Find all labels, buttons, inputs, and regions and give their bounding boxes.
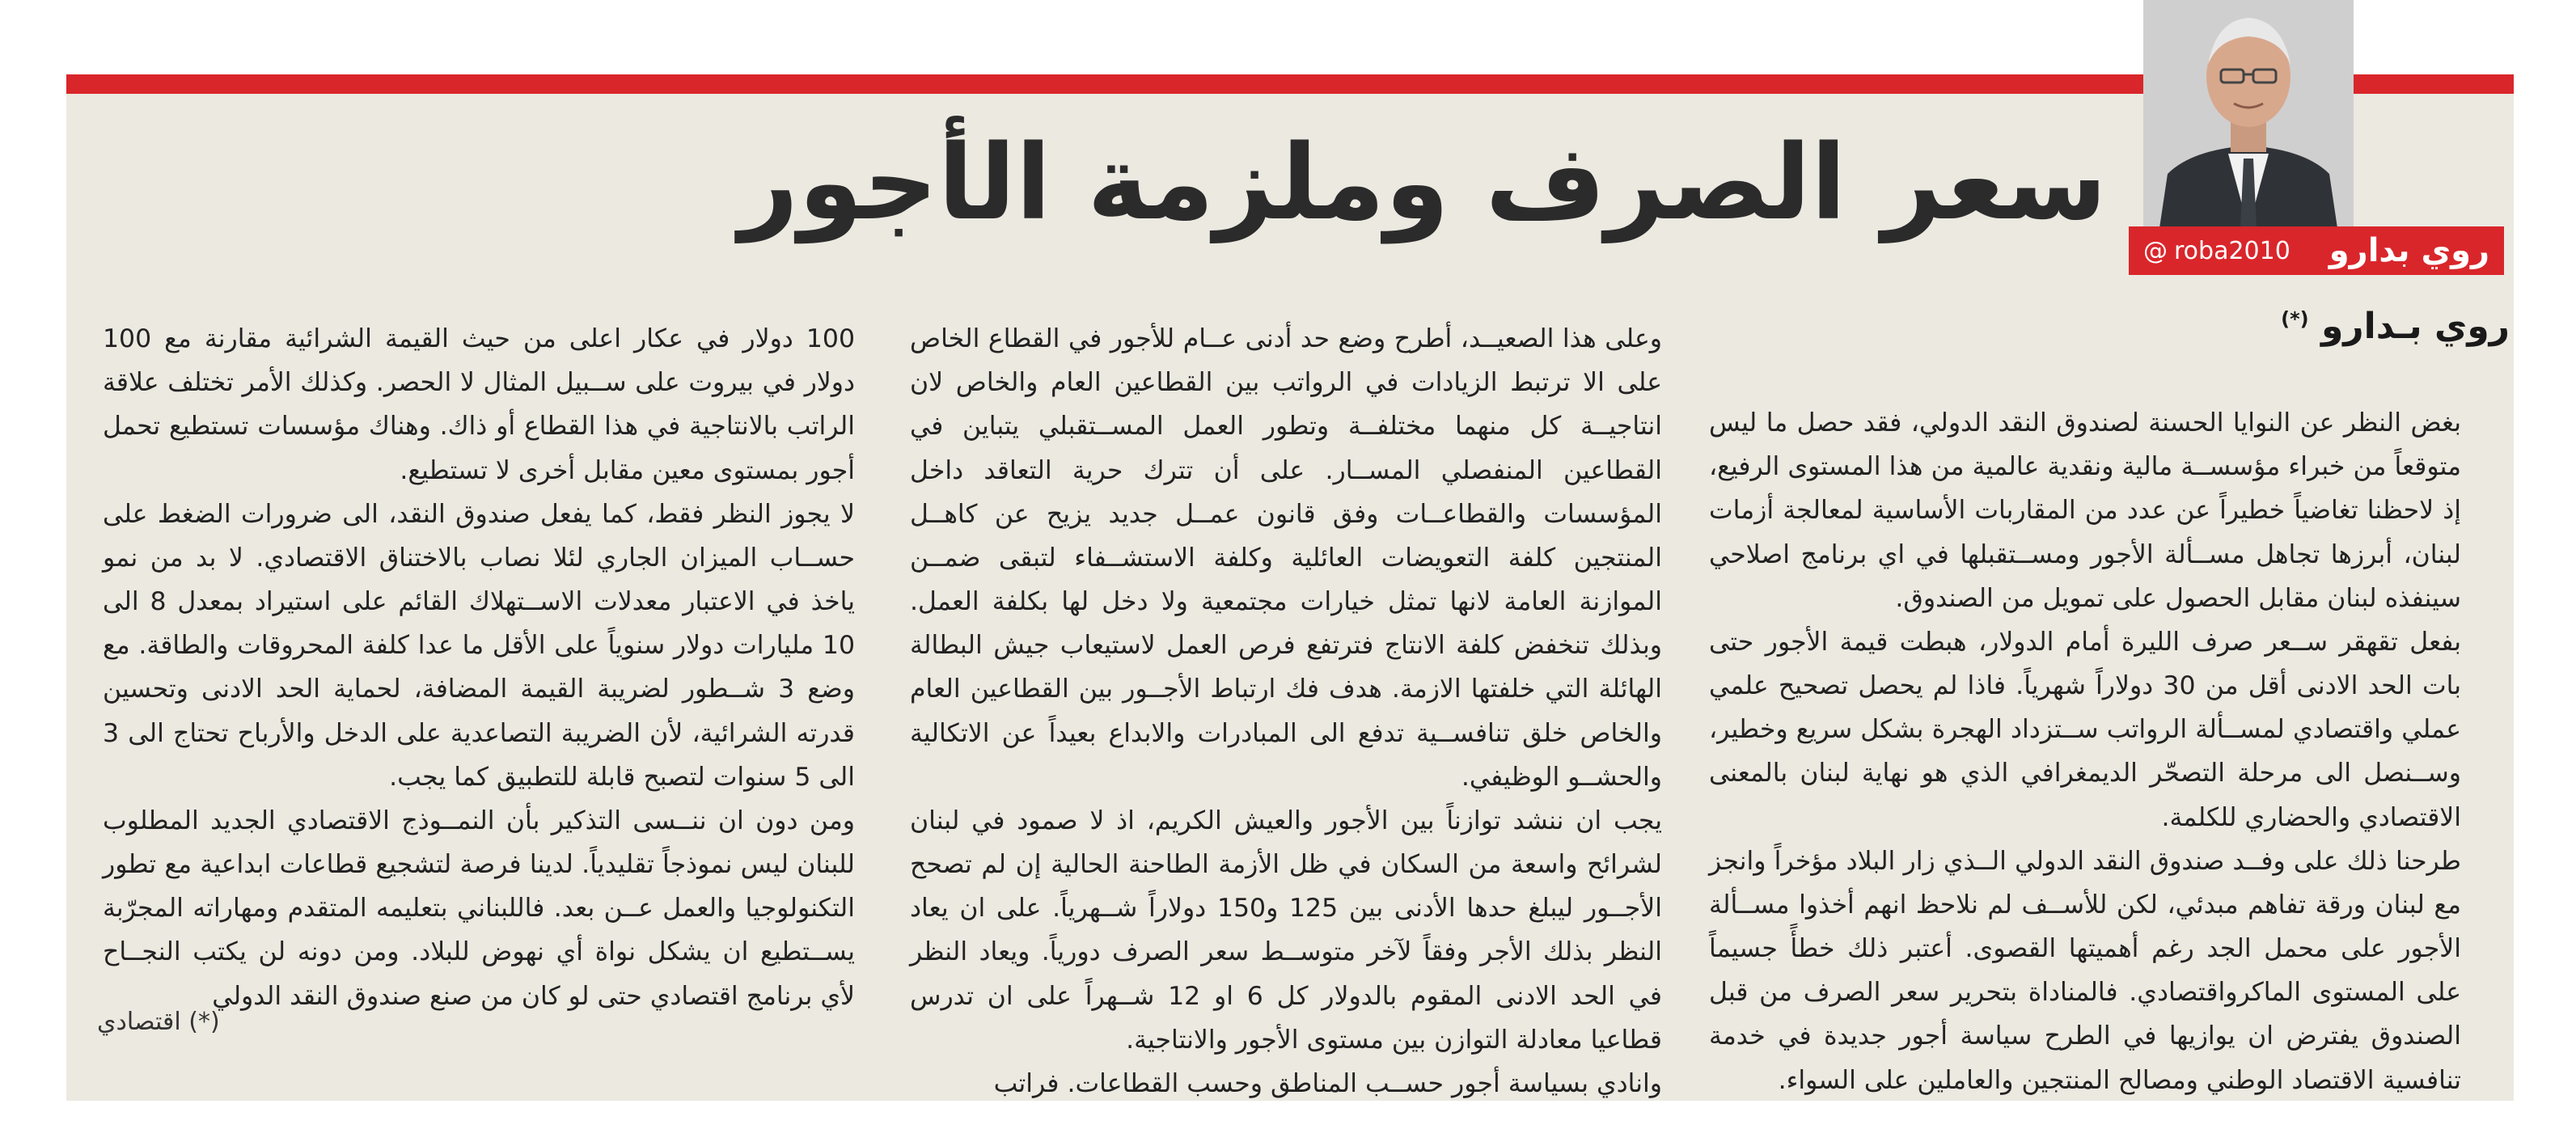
twitter-handle[interactable]	[2143, 237, 2290, 265]
byline	[2281, 306, 2510, 347]
article-column-2	[910, 317, 1662, 1098]
article-column-1	[1709, 401, 2461, 1129]
paragraph: بفعل تقهقر ســعر صرف الليرة أمام الدولار، هبطت قيمة الأجور حتى بات الحد الادنى أقل من 30 دولاراً شهرياً. فاذا لم يحصل تصحيح علمي عملي واقتصادي لمســألة الرواتب ســتزداد الهجرة بشكل سريع وخطير، وســنصل الى مرحلة التصحّر الديمغرافي الذي هو نهاية لبنان بالمعنى الاقتصادي والحضاري للكلمة.	[1709, 627, 2461, 832]
paragraph: 100 دولار في عكار اعلى من حيث القيمة الشرائية مقارنة مع 100 دولار في بيروت على ســبيل المثال لا الحصر. وكذلك الأمر تختلف علاقة الراتب بالانتاجية في هذا القطاع أو ذاك. وهناك مؤسسات تستطيع تحمل أجور بمستوى معين مقابل أخرى لا تستطيع.	[103, 324, 855, 485]
article-column-3	[103, 317, 855, 1045]
byline-author: روي بـدارو	[2320, 306, 2510, 347]
author-name-banner	[2129, 226, 2504, 275]
paragraph: يجب ان ننشد توازناً بين الأجور والعيش الكريم، اذ لا صمود في لبنان لشرائح واسعة من السكان في ظل الأزمة الطاحنة الحالية إن لم تصحح الأجــور ليبلغ حدها الأدنى بين 125 و150 دولاراً شــهرياً. على ان يعاد النظر بذلك الأجر وفقاً لآخر متوســط سعر الصرف دورياً. ويعاد النظر في الحد الادنى المقوم بالدولار كل 6 او 12 شــهراً على ان تدرس قطاعيا معادلة التوازن بين مستوى الأجور والانتاجية.	[910, 806, 1662, 1055]
paragraph: بغض النظر عن النوايا الحسنة لصندوق النقد الدولي، فقد حصل ما ليس متوقعاً من خبراء مؤسســة مالية ونقدية عالمية من هذا المستوى الرفيع، إذ لاحظنا تغاضياً خطيراً عن عدد من المقاربات الأساسية لمعالجة أزمات لبنان، أبرزها تجاهل مســألة الأجور ومســتقبلها في اي برنامج اصلاحي سينفذه لبنان مقابل الحصول على تمويل من الصندوق.	[1709, 408, 2461, 613]
byline-footnote-mark: (*)	[2281, 307, 2309, 331]
paragraph: لا يجوز النظر فقط، كما يفعل صندوق النقد، الى ضرورات الضغط على حســاب الميزان الجاري لئلا نصاب بالاختناق الاقتصادي. لا بد من نمو ياخذ في الاعتبار معدلات الاســتهلاك القائم على استيراد بمعدل 8 الى 10 مليارات دولار سنوياً على الأقل ما عدا كلفة المحروقات والطاقة. مع وضع 3 شــطور لضريبة القيمة المضافة، لحماية الحد الادنى وتحسين قدرته الشرائية، لأن الضريبة التصاعدية على الدخل والأرباح تحتاج الى 3 الى 5 سنوات لتصبح قابلة للتطبيق كما يجب.	[103, 499, 855, 792]
paragraph: وعلى هذا الصعيــد، أطرح وضع حد أدنى عــام للأجور في القطاع الخاص على الا ترتبط الزيادات في الرواتب بين القطاعين العام والخاص لان انتاجيــة كل منهما مختلفــة وتطور العمل المســتقبلي يتباين في القطاعين المنفصلي المســار. على أن تترك حرية التعاقد داخل المؤسسات والقطاعــات وفق قانون عمــل جديد يزيح عن كاهــل المنتجين كلفة التعويضات العائلية وكلفة الاستشــفاء لتبقى ضمــن الموازنة العامة لانها تمثل خيارات مجتمعية ولا دخل لها بكلفة العمل. وبذلك تنخفض كلفة الانتاج فترتفع فرص العمل لاستيعاب جيش البطالة الهائلة التي خلفتها الازمة. هدف فك ارتباط الأجــور بين القطاعين العام والخاص خلق تنافســية تدفع الى المبادرات والابداع بعيداً عن الاتكالية والحشــو الوظيفي.	[910, 324, 1662, 792]
paragraph: طرحنا ذلك على وفــد صندوق النقد الدولي الــذي زار البلاد مؤخراً وانجز مع لبنان ورقة تفاهم مبدئي، لكن للأســف لم نلاحظ انهم أخذوا مســألة الأجور على محمل الجد رغم أهميتها القصوى. أعتبر ذلك خطأً جسيماً على المستوى الماكرواقتصادي. فالمناداة بتحرير سعر الصرف من قبل الصندوق يفترض ان يوازيها في الطرح سياسة أجور جديدة في خدمة تنافسية الاقتصاد الوطني ومصالح المنتجين والعاملين على السواء.	[1709, 846, 2461, 1095]
author-photo	[2143, 0, 2354, 228]
twitter-handle-text: roba2010	[2174, 236, 2290, 265]
author-portrait-icon	[2143, 0, 2354, 228]
article-headline: سعر الصرف وملزمة الأجور	[738, 123, 2107, 243]
author-footnote: (*) اقتصادي	[97, 1008, 220, 1036]
author-name-banner-text: روي بدارو	[2329, 232, 2489, 269]
paragraph: ومن دون ان ننــسى التذكير بأن النمــوذج الاقتصادي الجديد المطلوب للبنان ليس نموذجاً تقليدياً. لدينا فرصة لتشجيع قطاعات ابداعية مع تطور التكنولوجيا والعمل عــن بعد. فاللبناني بتعليمه المتقدم ومهاراته المجرّبة يســتطيع ان يشكل نواة أي نهوض للبلاد. ومن دونه لن يكتب النجــاح لأي برنامج اقتصادي حتى لو كان من صنع صندوق النقد الدولي	[103, 806, 855, 1011]
paragraph: وانادي بسياسة أجور حســب المناطق وحسب القطاعات. فراتب	[993, 1068, 1662, 1098]
at-symbol-icon: @	[2143, 236, 2168, 265]
